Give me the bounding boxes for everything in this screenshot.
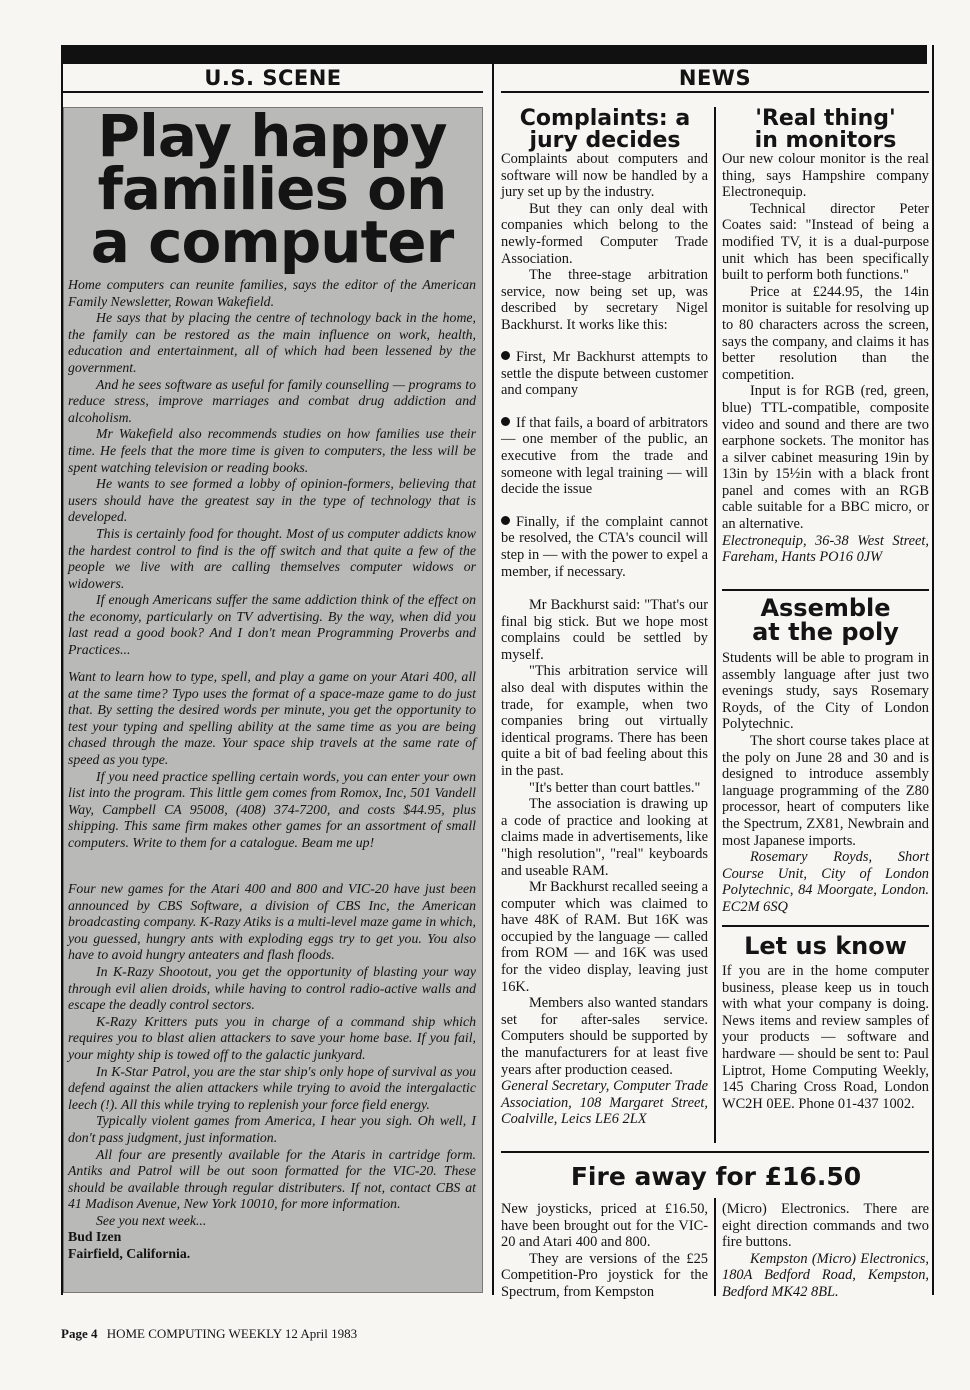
paragraph: The association is drawing up a code of practice and looking at claims made in advertisements, like "high resolution", "real" keyboards and useable RAM. — [501, 796, 708, 879]
us-scene-rule — [63, 91, 483, 93]
bullet-icon — [501, 351, 510, 360]
joystick-divider — [714, 1198, 716, 1296]
paragraph: K-Razy Kritters puts you in charge of a command ship which requires you to blast alien attackers to save your home base. If you fail, your mighty ship is towed off to the galactic junkyard. — [68, 1013, 476, 1062]
signature-name: Bud Izen — [68, 1229, 122, 1245]
paragraph: But they can only deal with companies which belong to the newly-formed Computer Trade Association. — [501, 200, 708, 267]
paragraph: If you need practice spelling certain words, you can enter your own list into the program. This little gem comes from Romox, Inc, 501 Vandell Way, Campbell CA 95008, (408) 374-7200, and costs $44.95, plus shipping. This same firm makes other games for an assortment of small computers. Write to them for a catalogue. Beam me up! — [68, 768, 476, 850]
us-scene-part2 — [68, 669, 476, 852]
center-divider — [492, 64, 494, 1295]
paragraph: New joysticks, priced at £16.50, have been brought out for the VIC-20 and Atari 400 and 800. — [501, 1201, 708, 1251]
complaints-intro — [501, 151, 708, 334]
paragraph: Price at £244.95, the 14in monitor is suitable for resolving up to 80 characters across the screen, says the company, and claims it has better resolution than the competition. — [722, 283, 929, 383]
paragraph: In K-Razy Shootout, you get the opportunity of blasting your way through evil alien droids, while having to control radio-active walls and escape the deadly control sectors. — [68, 963, 476, 1013]
paragraph: If enough Americans suffer the same addiction think of the effect on the economy, particularly on TV advertising. By the way, when did you last read a good book? And I don't mean Programming Proverbs and Practices... — [68, 592, 476, 658]
complaints-address: General Secretary, Computer Trade Association, 108 Margaret Street, Coalville, Leics LE6 2LX — [501, 1078, 708, 1128]
paragraph: He says that by placing the centre of technology back in the home, the family can be restored as the main influence on work, health, education and entertainment, all of which had been lessened by the government. — [68, 310, 476, 375]
poly-rule — [722, 589, 929, 591]
paragraph: The three-stage arbitration service, now being set up, was described by secretary Nigel Backhurst. It works like this: — [501, 267, 708, 333]
poly-body — [722, 650, 929, 916]
news-label: NEWS — [678, 66, 752, 90]
us-scene-part1 — [68, 277, 476, 659]
paragraph: In K-Star Patrol, you are the star ship's only hope of survival as you defend against the alien attackers while trying to avoid the intergalactic leech (!). All this while trying to replenish your force field energy. — [68, 1063, 476, 1112]
paragraph: The short course takes place at the poly on June 28 and 30 and is designed to introduce assembly language programming of the Z80 processor, heart of computers like the Spectrum, ZX81, Newbrain and most Japanese imports. — [722, 732, 929, 849]
list-item: If that fails, a board of arbitrators — one member of the public, an executive from the trade and someone with legal training — will decide the issue — [501, 414, 708, 498]
list-item: Finally, if the complaint cannot be resolved, the CTA's council will step in — with the power to expel a member, if necessary. — [501, 513, 708, 580]
paragraph: Mr Wakefield also recommends studies on how families use their time. He feels that the more time is given to computers, the less will be spent watching television or reading books. — [68, 426, 476, 475]
letusknow-rule — [722, 925, 929, 927]
paragraph: And he sees software as useful for family counselling — programs to reduce stress, improve marriages and combat drug addiction and alcoholism. — [68, 376, 476, 425]
paragraph: Input is for RGB (red, green, blue) TTL-compatible, composite video and sound and there are two earphone sockets. The monitor has a silver cabinet measuring 19in by 13in by 15½in with a black front panel and comes with an RGB cable suitable for a BBC micro, or an alternative. — [722, 383, 929, 533]
bullet-icon — [501, 417, 510, 426]
paragraph: Members also wanted standars set for after-sales service. Computers should be supported by the manufacturers for at least five years after production ceased. — [501, 995, 708, 1078]
letusknow-headline: Let us know — [744, 932, 907, 960]
paragraph: See you next week... — [96, 1212, 207, 1228]
us-scene-title: Play happy families on a computer — [90, 102, 454, 276]
us-scene-label: U.S. SCENE — [204, 66, 342, 90]
complaints-bullets — [501, 349, 708, 580]
us-scene-part3 — [68, 881, 476, 1263]
paragraph: This is certainly food for thought. Most of us computer addicts know the hardest control to find is the off switch and that quite a few of the people we live with are calling themselves computer widows or widowers. — [68, 525, 476, 591]
paragraph: Technical director Peter Coates said: "Instead of being a modified TV, it is a dual-purpose unit which has been specifically built to perform both functions." — [722, 200, 929, 284]
paragraph: "It's better than court battles." — [529, 779, 701, 796]
complaints-headline: Complaints: a jury decides — [519, 106, 691, 153]
joystick-left — [501, 1201, 708, 1301]
top-rule — [61, 45, 927, 64]
paragraph: Want to learn how to type, spell, and play a game on your Atari 400, all at the same time? Typo uses the format of a space-maze game to do just that. By setting the desired words per minute, you get the opportunity to test your typing and spelling ability at the same time as you are being chased through the maze. Your space ship travels at the same rate of speed as you type. — [68, 669, 476, 767]
paragraph: "This arbitration service will also deal with disputes within the trade, for example, when two companies bring out virtually identical programs. There has been quite a bit of bad feeling about this in the past. — [501, 663, 708, 779]
page-number: Page 4 — [61, 1326, 98, 1341]
paragraph: Typically violent games from America, I hear you sigh. Oh well, I don't pass judgment, just information. — [68, 1113, 476, 1145]
paragraph: Complaints about computers and software will now be handled by a jury set up by the industry. — [501, 151, 708, 201]
paragraph: Four new games for the Atari 400 and 800 and VIC-20 have just been announced by CBS Software, a division of CBS Inc, the American broadcasting company. K-Razy Atiks is a multi-level maze game in which, you guessed, hungry ants with exploding eggs try to get you. You also have to avoid hungry anteaters and flash floods. — [68, 881, 476, 963]
paragraph: Students will be able to program in assembly language after just two evenings study, says Rosemary Royds, of the City of London Polytechnic. — [722, 650, 929, 733]
monitors-body — [722, 151, 929, 566]
paragraph: Our new colour monitor is the real thing, says Hampshire company Electronequip. — [722, 151, 929, 201]
monitors-headline: 'Real thing' in monitors — [754, 106, 897, 153]
paragraph: If you are in the home computer business, please keep us in touch with what your company is doing. News items and review samples of your products — software and hardware — should be sent to: Paul Liptrot, Home Computing Weekly, 145 Charing Cross Road, London WC2H 0EE. Phone 01-437 1002. — [722, 963, 929, 1112]
page-footer — [61, 1326, 357, 1342]
bullet-icon — [501, 516, 510, 525]
letusknow-body — [722, 963, 929, 1112]
joystick-headline: Fire away for £16.50 — [570, 1162, 862, 1191]
paragraph: All four are presently available for the Ataris in cartridge form. Antiks and Patrol will be out soon formatted for the VIC-20. These should be available through regular distributers. If not, contact CBS at 41 Madison Avenue, New York 10010, for more information. — [68, 1146, 476, 1212]
poly-headline: Assemble at the poly — [752, 594, 899, 646]
joystick-rule — [501, 1151, 929, 1153]
joystick-right — [722, 1201, 929, 1301]
publication-line: HOME COMPUTING WEEKLY 12 April 1983 — [106, 1326, 358, 1341]
signature-place: Fairfield, California. — [68, 1246, 191, 1262]
complaints-body — [501, 597, 708, 1128]
paragraph: Mr Backhurst recalled seeing a computer which was claimed to have 48K of RAM. But 16K was occupied by the language — called from ROM — and 16K was used for the video display, leaving just 16K. — [501, 879, 709, 995]
monitors-address: Electronequip, 36-38 West Street, Fareham, Hants PO16 0JW — [722, 532, 929, 566]
news-rule — [501, 91, 929, 93]
paragraph: Mr Backhurst said: "That's our final big stick. But we hope most complains could be settled by myself. — [501, 597, 708, 663]
paragraph: They are versions of the £25 Competition-Pro joystick for the Spectrum, from Kempston — [501, 1250, 708, 1300]
paragraph: Home computers can reunite families, says the editor of the American Family Newsletter, Rowan Wakefield. — [68, 277, 476, 309]
joystick-address: Kempston (Micro) Electronics, 180A Bedford Road, Kempston, Bedford MK42 8BL. — [722, 1250, 929, 1300]
poly-address: Rosemary Royds, Short Course Unit, City of London Polytechnic, 84 Moorgate, London. EC2M 6SQ — [722, 849, 929, 915]
paragraph: He wants to see formed a lobby of opinion-formers, believing that users should have the greatest say in the type of technology that is developed. — [68, 476, 476, 525]
news-divider — [714, 107, 716, 1143]
paragraph: (Micro) Electronics. There are eight direction commands and two fire buttons. — [722, 1201, 929, 1251]
list-item: First, Mr Backhurst attempts to settle the dispute between customer and company — [501, 349, 708, 399]
right-border — [932, 45, 934, 1295]
